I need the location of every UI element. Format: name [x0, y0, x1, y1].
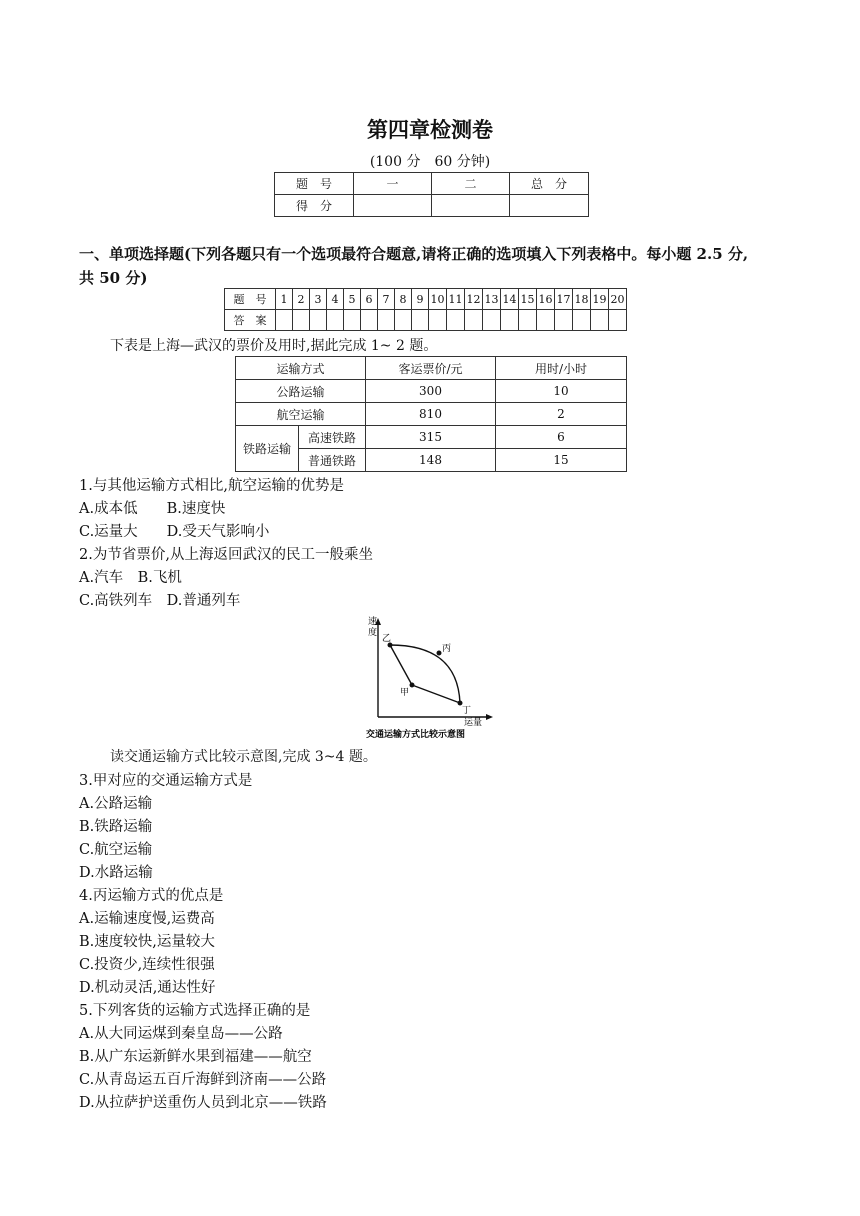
option-text: D.水路运输	[79, 865, 153, 881]
answer-cell[interactable]	[465, 310, 483, 331]
answer-number-cell: 19	[591, 289, 609, 310]
header-cell: 运输方式	[236, 357, 366, 380]
answer-number-cell: 14	[501, 289, 519, 310]
option-text: A.运输速度慢,运费高	[79, 911, 215, 927]
line-jia-ding	[412, 685, 460, 703]
answer-cell[interactable]	[327, 310, 344, 331]
point-bing	[437, 651, 442, 656]
section-heading-line: 共 50 分)	[79, 269, 148, 287]
question-text: 3.甲对应的交通运输方式是	[79, 773, 253, 789]
option-text: B.从广东运新鲜水果到福建——航空	[79, 1049, 312, 1065]
answer-number-cell: 9	[412, 289, 429, 310]
cell-rail-group: 铁路运输	[236, 426, 299, 472]
transport-diagram	[360, 615, 500, 745]
table-row	[225, 289, 627, 310]
point-ding	[458, 701, 463, 706]
answer-cell[interactable]	[276, 310, 293, 331]
answer-cell[interactable]	[537, 310, 555, 331]
page-title: 第四章检测卷	[367, 117, 493, 142]
answer-number-cell: 16	[537, 289, 555, 310]
intro-text-2: 读交通运输方式比较示意图,完成 3~4 题。	[110, 749, 377, 765]
answer-cell[interactable]	[483, 310, 501, 331]
answer-number-cell: 1	[276, 289, 293, 310]
y-label-2: 度	[368, 628, 378, 638]
answer-number-cell: 4	[327, 289, 344, 310]
score-header-cell: 题 号	[275, 173, 354, 195]
option-text: A.汽车 B.飞机	[79, 570, 182, 586]
cell-mode: 公路运输	[236, 380, 366, 403]
cell-mode: 航空运输	[236, 403, 366, 426]
option-text: B.铁路运输	[79, 819, 153, 835]
answer-number-cell: 15	[519, 289, 537, 310]
cell-time: 15	[496, 449, 627, 472]
option-text: D.机动灵活,通达性好	[79, 980, 216, 996]
score-header-cell: 二	[432, 173, 510, 195]
answer-cell[interactable]	[310, 310, 327, 331]
answer-cell[interactable]	[429, 310, 447, 331]
diagram-caption: 交通运输方式比较示意图	[366, 730, 466, 740]
score-table	[274, 172, 589, 217]
answer-number-cell: 10	[429, 289, 447, 310]
point-jia	[410, 683, 415, 688]
answer-cell[interactable]	[609, 310, 627, 331]
cell-mode: 普通铁路	[299, 449, 366, 472]
score-cell[interactable]	[432, 195, 510, 217]
table-row	[236, 357, 627, 380]
score-row-label: 得 分	[275, 195, 354, 217]
section-heading	[79, 242, 779, 290]
answer-number-cell: 18	[573, 289, 591, 310]
answer-row-label: 答 案	[225, 310, 276, 331]
score-cell[interactable]	[510, 195, 589, 217]
table-row	[275, 173, 589, 195]
intro-text-1: 下表是上海—武汉的票价及用时,据此完成 1~ 2 题。	[110, 338, 438, 354]
label-ding: 丁	[462, 706, 472, 716]
answer-number-cell: 5	[344, 289, 361, 310]
cell-price: 810	[366, 403, 496, 426]
option-text: C.从青岛运五百斤海鲜到济南——公路	[79, 1072, 327, 1088]
option-text: D.从拉萨护送重伤人员到北京——铁路	[79, 1095, 327, 1111]
answer-number-cell: 2	[293, 289, 310, 310]
y-label-1: 速	[368, 617, 378, 627]
option-text: A.成本低 B.速度快	[79, 501, 226, 517]
answer-number-cell: 7	[378, 289, 395, 310]
question-text: 4.丙运输方式的优点是	[79, 888, 224, 904]
answer-number-cell: 3	[310, 289, 327, 310]
answer-cell[interactable]	[412, 310, 429, 331]
answer-cell[interactable]	[395, 310, 412, 331]
score-header-cell: 一	[354, 173, 432, 195]
answer-number-cell: 6	[361, 289, 378, 310]
question-text: 5.下列客货的运输方式选择正确的是	[79, 1003, 311, 1019]
option-text: A.从大同运煤到秦皇岛——公路	[79, 1026, 283, 1042]
answer-number-cell: 12	[465, 289, 483, 310]
answer-cell[interactable]	[378, 310, 395, 331]
answer-cell[interactable]	[501, 310, 519, 331]
answer-number-cell: 11	[447, 289, 465, 310]
option-text: C.高铁列车 D.普通列车	[79, 593, 241, 609]
page-subtitle: (100 分 60 分钟)	[369, 154, 491, 170]
option-text: A.公路运输	[79, 796, 153, 812]
answer-cell[interactable]	[344, 310, 361, 331]
cell-price: 315	[366, 426, 496, 449]
answer-cell[interactable]	[361, 310, 378, 331]
option-text: C.航空运输	[79, 842, 153, 858]
option-text: C.运量大 D.受天气影响小	[79, 524, 270, 540]
answer-row-label: 题 号	[225, 289, 276, 310]
section-heading-line: 一、单项选择题(下列各题只有一个选项最符合题意,请将正确的选项填入下列表格中。每小题 2.5 分,	[79, 245, 749, 263]
question-text: 2.为节省票价,从上海返回武汉的民工一般乘坐	[79, 547, 373, 563]
answer-cell[interactable]	[573, 310, 591, 331]
table-row	[236, 426, 627, 449]
answer-cell[interactable]	[591, 310, 609, 331]
cell-price: 300	[366, 380, 496, 403]
answer-cell[interactable]	[519, 310, 537, 331]
cell-time: 6	[496, 426, 627, 449]
x-label: 运量	[464, 718, 483, 728]
option-text: C.投资少,连续性很强	[79, 957, 215, 973]
header-cell: 用时/小时	[496, 357, 627, 380]
cell-mode: 高速铁路	[299, 426, 366, 449]
score-header-cell: 总 分	[510, 173, 589, 195]
cell-price: 148	[366, 449, 496, 472]
label-bing: 丙	[442, 644, 452, 654]
line-yi-jia	[390, 645, 412, 685]
answer-cell[interactable]	[293, 310, 310, 331]
answer-number-cell: 8	[395, 289, 412, 310]
label-yi: 乙	[382, 634, 392, 644]
answer-cell[interactable]	[555, 310, 573, 331]
question-text: 1.与其他运输方式相比,航空运输的优势是	[79, 478, 344, 494]
table-row	[236, 403, 627, 426]
x-axis-arrow-icon	[486, 714, 493, 720]
answer-number-cell: 13	[483, 289, 501, 310]
cell-time: 2	[496, 403, 627, 426]
answer-number-cell: 17	[555, 289, 573, 310]
answer-table	[224, 288, 627, 331]
option-text: B.速度较快,运量较大	[79, 934, 215, 950]
cell-time: 10	[496, 380, 627, 403]
table-row	[236, 380, 627, 403]
score-cell[interactable]	[354, 195, 432, 217]
table-row	[225, 310, 627, 331]
table-row	[275, 195, 589, 217]
answer-number-cell: 20	[609, 289, 627, 310]
transport-table	[235, 356, 627, 472]
label-jia: 甲	[400, 688, 410, 698]
answer-cell[interactable]	[447, 310, 465, 331]
header-cell: 客运票价/元	[366, 357, 496, 380]
